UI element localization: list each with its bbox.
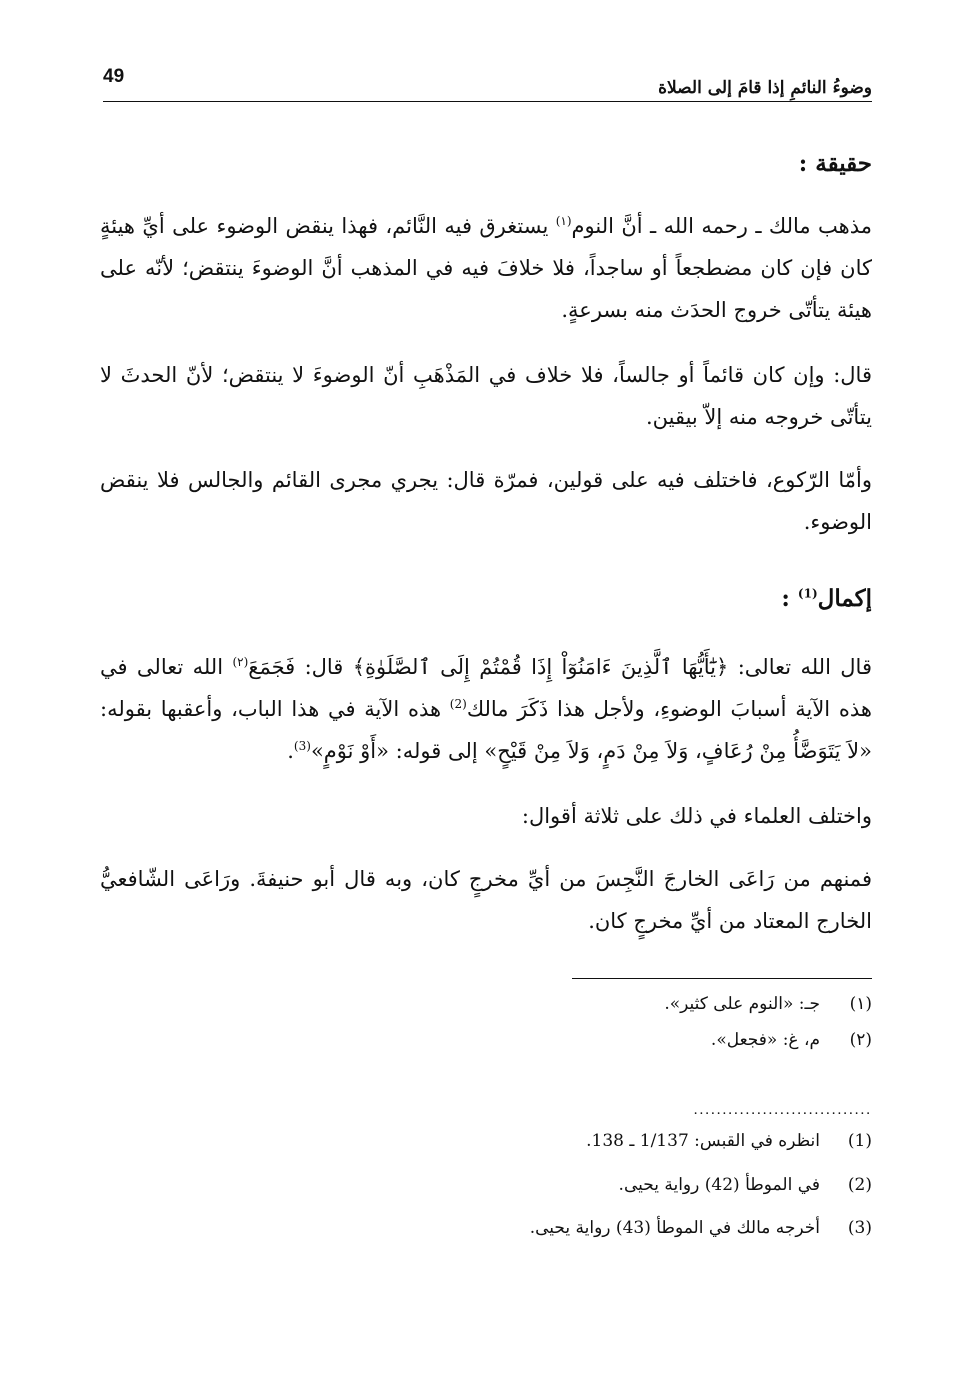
- footnote-ref: (2): [449, 697, 467, 711]
- footnote-ref: (٢): [232, 655, 249, 669]
- paragraph-haqiqa-3: وأمّا الرّكوع، فاختلف فيه على قولين، فمرّة قال: يجري مجرى القائم والجالس فلا ينقض الوضوء.: [100, 468, 872, 534]
- variant-footnote: (١)جـ: «النوم على كثير».: [664, 994, 872, 1014]
- page-number: 49: [103, 66, 125, 87]
- footnote-ref: (١): [555, 214, 572, 228]
- paragraph-haqiqa-2: قال: وإن كان قائماً أو جالساً، فلا خلاف في المَذْهَبِ أنّ الوضوءَ لا ينتقض؛ لأنّ الحدثَ لا يتأتّى خروجه منه إلاّ بيقين.: [100, 363, 872, 429]
- paragraph-ikmal-1: قال الله تعالى: ﴿يَٰٓأَيُّهَا ٱلَّذِينَ ءَامَنُوٓاْ إِذَا قُمْتُمْ إِلَى ٱلصَّلَوٰةِ﴾ قال: فَجَمَعَ$^{(٢)}$ الله تعالى في هذه الآية أسبابَ الوضوءِ، ولأجل هذا ذَكَرَ مالك$^{(2)}$ هذه الآية في هذا الباب، وأعقبها بقوله: «لاَ يَتَوَضَّأُ مِنْ رُعَافٍ، وَلاَ مِنْ دَمٍ، وَلاَ مِنْ قَيْحٍ» إلى قوله: «أَوْ نَوْمٍ»$^{(3)}$.: [100, 655, 872, 763]
- footnote-rule: [572, 978, 872, 979]
- paragraph-ikmal-3: فمنهم من رَاعَى الخارجَ النَّجِسَ من أيِّ مخرجٍ كان، وبه قال أبو حنيفةَ. ورَاعَى الشّافعيُّ الخارج المعتاد من أيِّ مخرجٍ كان.: [100, 867, 872, 933]
- footnote: (1)انظره في القبس: 1/137 ـ 138.: [586, 1131, 872, 1151]
- footnote-ref: (1): [797, 586, 818, 601]
- footnote: (2)في الموطأ (42) رواية يحيى.: [618, 1175, 872, 1195]
- footnote-ref: (3): [293, 739, 311, 753]
- footnote: (3)أخرجه مالك في الموطأ (43) رواية يحيى.: [529, 1218, 872, 1238]
- header-rule: [103, 101, 872, 102]
- footnote-separator: ...............................: [693, 1102, 872, 1118]
- section-heading-ikmal: إكمال$^{(1)}$ :: [781, 585, 872, 612]
- section-heading-haqiqa: حقيقة :: [798, 150, 872, 177]
- running-header: وضوءُ النائمِ إذا قامَ إلى الصلاة: [658, 78, 872, 98]
- paragraph-haqiqa-1: مذهب مالك ـ رحمه الله ـ أنَّ النوم$^{(١)}$ يستغرق فيه النَّائم، فهذا ينقض الوضوء على أيِّ هيئةٍ كان فإن كان مضطجعاً أو ساجداً، فلا خلافَ فيه في المذهب أنَّ الوضوءَ ينتقض؛ لأنّه على هيئة يتأتّى خروج الحدَث منه بسرعةٍ.: [100, 214, 872, 322]
- variant-footnote: (٢)م، غ: «فجعل».: [710, 1030, 872, 1050]
- paragraph-ikmal-2: واختلف العلماء في ذلك على ثلاثة أقوال:: [521, 804, 872, 828]
